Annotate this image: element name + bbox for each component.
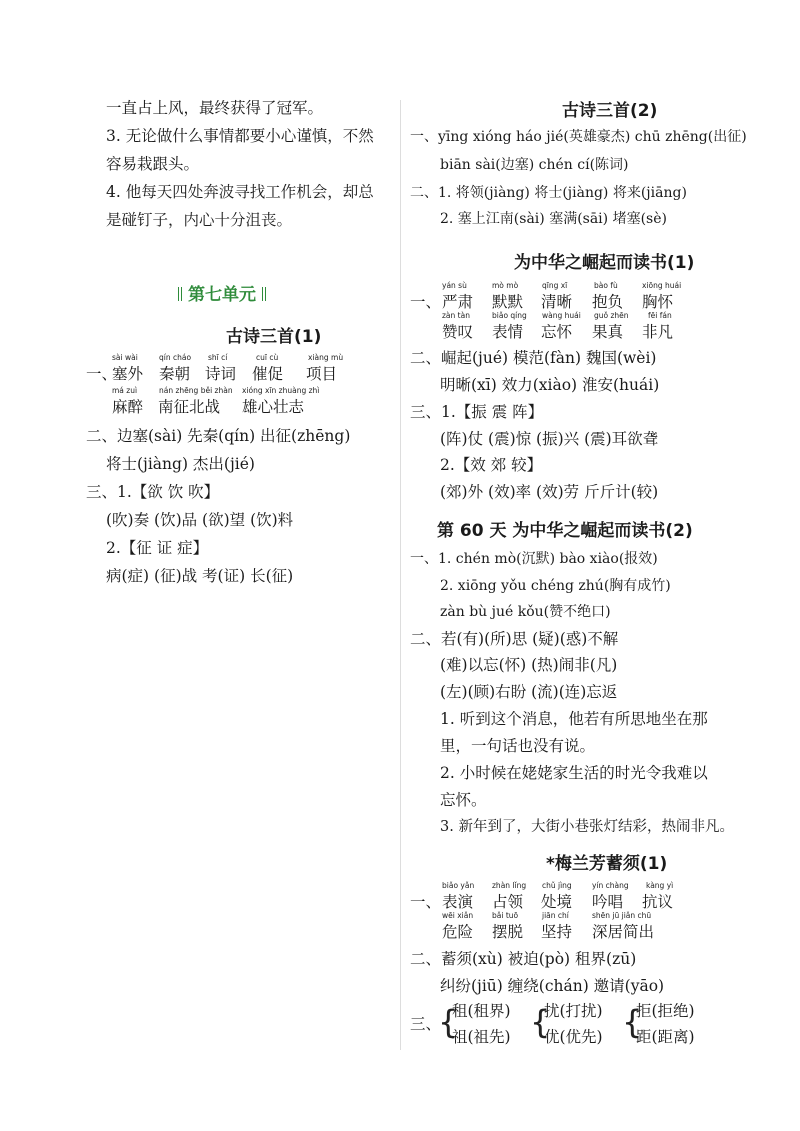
q3-line-3: 2.【征 证 症】: [106, 539, 209, 557]
s2-line-1: 二、崛起(jué) 模范(fàn) 魏国(wèi): [410, 349, 657, 367]
word: 诗词: [205, 365, 237, 383]
pinyin: wēi xiǎn: [442, 911, 474, 920]
group1-b: 祖(祖先): [452, 1028, 511, 1046]
s2-q1-label: 一、: [410, 293, 442, 311]
pinyin: jiān chí: [542, 911, 569, 920]
word: 处境: [541, 893, 573, 911]
word: 深居简出: [592, 923, 655, 941]
pinyin: qín cháo: [159, 353, 192, 362]
pinyin: shī cí: [208, 353, 228, 362]
word: 严肃: [442, 293, 474, 311]
left-line-2: 3. 无论做什么事情都要小心谨慎，不然: [106, 127, 374, 145]
pinyin: bǎi tuō: [492, 911, 519, 920]
s4-q1-label: 一、: [410, 893, 442, 911]
left-line-5: 是碰钉子，内心十分沮丧。: [106, 211, 293, 229]
pinyin: qīng xī: [542, 281, 568, 290]
word: 果真: [592, 323, 624, 341]
s3-line-9: 2. 小时候在姥姥家生活的时光令我难以: [440, 764, 708, 782]
word: 默默: [492, 293, 524, 311]
word: 赞叹: [442, 323, 474, 341]
section-title-gushi2: 古诗三首(2): [562, 101, 658, 121]
s1-line-2: biān sài(边塞) chén cí(陈词): [440, 157, 629, 173]
pinyin: fēi fán: [648, 311, 672, 320]
word: 非凡: [642, 323, 674, 341]
column-divider: [400, 100, 401, 1050]
left-line-4: 4. 他每天四处奔波寻找工作机会，却总: [106, 183, 374, 201]
s3-line-3: zàn bù jué kǒu(赞不绝口): [440, 604, 611, 620]
word: 项目: [306, 365, 338, 383]
pinyin: nán zhēng běi zhàn: [159, 386, 233, 395]
word: 吟唱: [592, 893, 624, 911]
s3-line-6: (左)(顾)右盼 (流)(连)忘返: [440, 683, 618, 701]
word: 危险: [442, 923, 474, 941]
group3-b: 距(距离): [636, 1028, 695, 1046]
brace-icon: {: [530, 1003, 551, 1041]
word: 摆脱: [492, 923, 524, 941]
s3-line-10: 忘怀。: [440, 791, 487, 809]
pinyin: xiàng mù: [308, 353, 344, 362]
group1-a: 租(租界): [452, 1002, 511, 1020]
word: 雄心壮志: [242, 398, 305, 416]
brace-icon: {: [622, 1003, 643, 1041]
pinyin: zàn tàn: [442, 311, 470, 320]
word: 塞外: [112, 365, 144, 383]
pinyin: biǎo yǎn: [442, 881, 475, 890]
pinyin: shēn jū jiǎn chū: [592, 911, 652, 920]
word: 表情: [492, 323, 524, 341]
s3-line-11: 3. 新年到了，大街小巷张灯结彩，热闹非凡。: [440, 819, 734, 835]
word: 秦朝: [159, 365, 191, 383]
pinyin: cuī cù: [256, 353, 279, 362]
word: 麻醉: [112, 398, 144, 416]
pinyin: zhàn lǐng: [492, 881, 527, 890]
word: 抗议: [642, 893, 674, 911]
s4-line-2: 纠纷(jiū) 缠绕(chán) 邀请(yāo): [440, 977, 665, 995]
s1-line-4: 2. 塞上江南(sài) 塞满(sāi) 堵塞(sè): [440, 211, 667, 227]
s2-line-6: (郊)外 (效)率 (效)劳 斤斤计(较): [440, 483, 659, 501]
pinyin: bào fù: [594, 281, 618, 290]
pinyin: xióng xīn zhuàng zhì: [242, 386, 320, 395]
q2-line-1: 二、边塞(sài) 先秦(qín) 出征(zhēng): [86, 427, 351, 445]
group2-a: 扰(打扰): [544, 1002, 603, 1020]
s4-q3-label: 三、: [410, 1015, 442, 1033]
section-title-zhonghua1: 为中华之崛起而读书(1): [514, 253, 695, 273]
word: 占领: [492, 893, 524, 911]
word: 坚持: [541, 923, 573, 941]
pinyin: yán sù: [442, 281, 467, 290]
q1-label: 一、: [86, 365, 118, 383]
word: 催促: [252, 365, 284, 383]
q3-line-4: 病(症) (征)战 考(证) 长(征): [106, 567, 294, 585]
q2-line-2: 将士(jiàng) 杰出(jié): [106, 455, 255, 473]
section-title-day60: 第 60 天 为中华之崛起而读书(2): [437, 521, 693, 541]
pinyin: yín chàng: [592, 881, 629, 890]
brace-icon: {: [438, 1003, 459, 1041]
unit-title: 第七单元: [172, 280, 272, 305]
group3-a: 拒(拒绝): [636, 1002, 695, 1020]
section-title-meilanfang: *梅兰芳蓄须(1): [546, 854, 668, 874]
word: 表演: [442, 893, 474, 911]
s3-line-7: 1. 听到这个消息，他若有所思地坐在那: [440, 710, 708, 728]
pinyin: mò mò: [492, 281, 519, 290]
pinyin: xiōng huái: [642, 281, 682, 290]
s2-line-3: 三、1.【振 震 阵】: [410, 403, 544, 421]
pinyin: má zuì: [112, 386, 138, 395]
pinyin: chǔ jìng: [542, 881, 572, 890]
pinyin: sài wài: [112, 353, 138, 362]
pinyin: kàng yì: [646, 881, 674, 890]
word: 清晰: [541, 293, 573, 311]
group2-b: 优(优先): [544, 1028, 603, 1046]
s3-line-5: (难)以忘(怀) (热)闹非(凡): [440, 656, 618, 674]
s3-line-1: 一、1. chén mò(沉默) bào xiào(报效): [410, 551, 658, 567]
s2-line-2: 明晰(xī) 效力(xiào) 淮安(huái): [440, 376, 660, 394]
s3-line-4: 二、若(有)(所)思 (疑)(惑)不解: [410, 630, 619, 648]
s2-line-4: (阵)仗 (震)惊 (振)兴 (震)耳欲聋: [440, 430, 659, 448]
q3-line-1: 三、1.【欲 饮 吹】: [86, 483, 220, 501]
pinyin: wàng huái: [542, 311, 581, 320]
word: 胸怀: [642, 293, 674, 311]
word: 抱负: [592, 293, 624, 311]
s3-line-2: 2. xiōng yǒu chéng zhú(胸有成竹): [440, 578, 671, 594]
q3-line-2: (吹)奏 (饮)品 (欲)望 (饮)料: [106, 511, 294, 529]
s4-line-1: 二、蓄须(xù) 被迫(pò) 租界(zū): [410, 950, 637, 968]
s2-line-5: 2.【效 郊 较】: [440, 456, 543, 474]
left-line-3: 容易栽跟头。: [106, 155, 200, 173]
pinyin: biǎo qíng: [492, 311, 527, 320]
word: 南征北战: [158, 398, 221, 416]
s3-line-8: 里，一句话也没有说。: [440, 737, 596, 755]
word: 忘怀: [541, 323, 573, 341]
left-line-1: 一直占上风，最终获得了冠军。: [106, 99, 324, 117]
s1-line-3: 二、1. 将领(jiàng) 将士(jiàng) 将来(jiāng): [410, 185, 687, 201]
section-title-gushi1: 古诗三首(1): [226, 327, 322, 347]
pinyin: guǒ zhēn: [594, 311, 629, 320]
s1-line-1: 一、yīng xióng háo jié(英雄豪杰) chū zhēng(出征): [410, 129, 747, 145]
